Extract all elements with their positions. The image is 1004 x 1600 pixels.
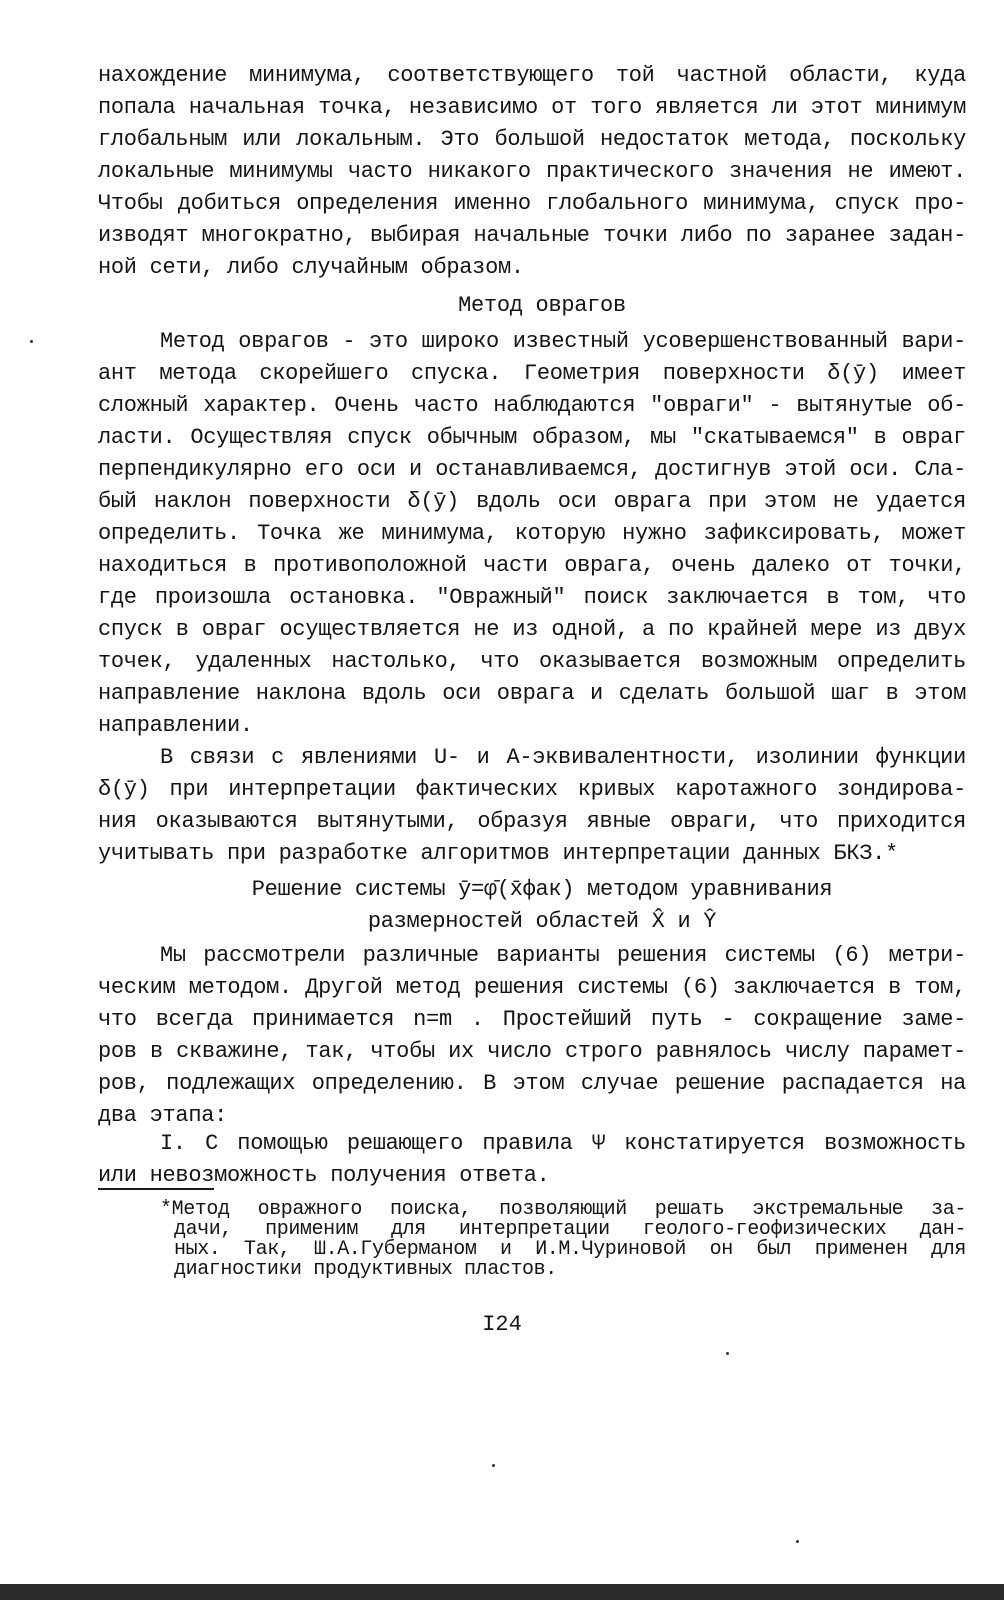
page-number: I24 (482, 1312, 522, 1337)
text-line: сложный характер. Очень часто наблюдаются "овраги" - вытянутые об- (98, 393, 966, 418)
text-line: или невозможность получения ответа. (98, 1163, 550, 1188)
scan-border (0, 1584, 1004, 1600)
text-line: ласти. Осуществляя спуск обычным образом, мы "скатываемся" в овраг (98, 425, 966, 450)
text-line: спуск в овраг осуществляется не из одной, а по крайней мере из двух (98, 617, 966, 642)
subsection-heading: Решение системы ȳ=φ̄(x̄фак) методом уравнивания (251, 877, 833, 902)
text-line: попала начальная точка, независимо от того является ли этот минимум (98, 95, 966, 120)
text-line: ров в скважине, так, чтобы их число строго равнялось числу парамет- (98, 1039, 966, 1064)
text-line: где произошла остановка. "Овражный" поиск заключается в том, что (98, 585, 966, 610)
text-line: В связи с явлениями U- и А-эквивалентности, изолинии функции (160, 745, 966, 770)
scan-speck (796, 1540, 799, 1543)
text-line: бый наклон поверхности δ(ȳ) вдоль оси оврага при этом не удается (98, 489, 966, 514)
footnote-line: ных. Так, Ш.А.Губерманом и И.М.Чуриновой он был применен для (174, 1238, 966, 1261)
text-line: глобальным или локальным. Это большой недостаток метода, поскольку (98, 127, 966, 152)
subsection-heading-line-2: размерностей областей X̂ и Ŷ (367, 909, 717, 934)
text-line: перпендикулярно его оси и останавливаемся, достигнув этой оси. Сла- (98, 457, 966, 482)
footnote-rule (98, 1188, 214, 1190)
text-line: локальные минимумы часто никакого практического значения не имеют. (98, 159, 966, 184)
text-line: I. С помощью решающего правила Ψ констатируется возможность (160, 1131, 966, 1156)
text-line: Метод оврагов - это широко известный усовершенствованный вари- (160, 329, 966, 354)
text-line: направлении. (98, 713, 253, 738)
text-line: ния оказываются вытянутыми, образуя явные овраги, что приходится (98, 809, 966, 834)
text-line: определить. Точка же минимума, которую нужно зафиксировать, может (98, 521, 966, 546)
scan-speck (726, 1352, 729, 1355)
scan-speck (30, 340, 33, 343)
text-line: учитывать при разработке алгоритмов интерпретации данных БКЗ.* (98, 841, 898, 866)
text-line: направление наклона вдоль оси оврага и сделать большой шаг в этом (98, 681, 966, 706)
text-line: Чтобы добиться определения именно глобального минимума, спуск про- (98, 191, 966, 216)
text-line: два этапа: (98, 1103, 228, 1128)
text-line: нахождение минимума, соответствующего той частной области, куда (98, 63, 966, 88)
text-line: что всегда принимается n=m . Простейший путь - сокращение заме- (98, 1007, 966, 1032)
text-line: изводят многократно, выбирая начальные точки либо по заранее задан- (98, 223, 966, 248)
footnote-line: *Метод овражного поиска, позволяющий решать экстремальные за- (160, 1198, 966, 1221)
text-line: ант метода скорейшего спуска. Геометрия поверхности δ(ȳ) имеет (98, 361, 966, 386)
text-line: ческим методом. Другой метод решения системы (6) заключается в том, (98, 975, 966, 1000)
text-line: Мы рассмотрели различные варианты решения системы (6) метри- (160, 943, 966, 968)
footnote-line: дачи, применим для интерпретации геолого-геофизических дан- (174, 1218, 966, 1241)
text-line: ров, подлежащих определению. В этом случае решение распадается на (98, 1071, 966, 1096)
text-line: находиться в противоположной части оврага, очень далеко от точки, (98, 553, 966, 578)
section-heading: Метод оврагов (458, 293, 626, 318)
text-line: ной сети, либо случайным образом. (98, 255, 524, 280)
text-line: δ(ȳ) при интерпретации фактических кривых каротажного зондирова- (98, 777, 966, 802)
footnote-line: диагностики продуктивных пластов. (174, 1258, 557, 1281)
text-line: точек, удаленных настолько, что оказывается возможным определить (98, 649, 966, 674)
scan-speck (492, 1464, 495, 1467)
